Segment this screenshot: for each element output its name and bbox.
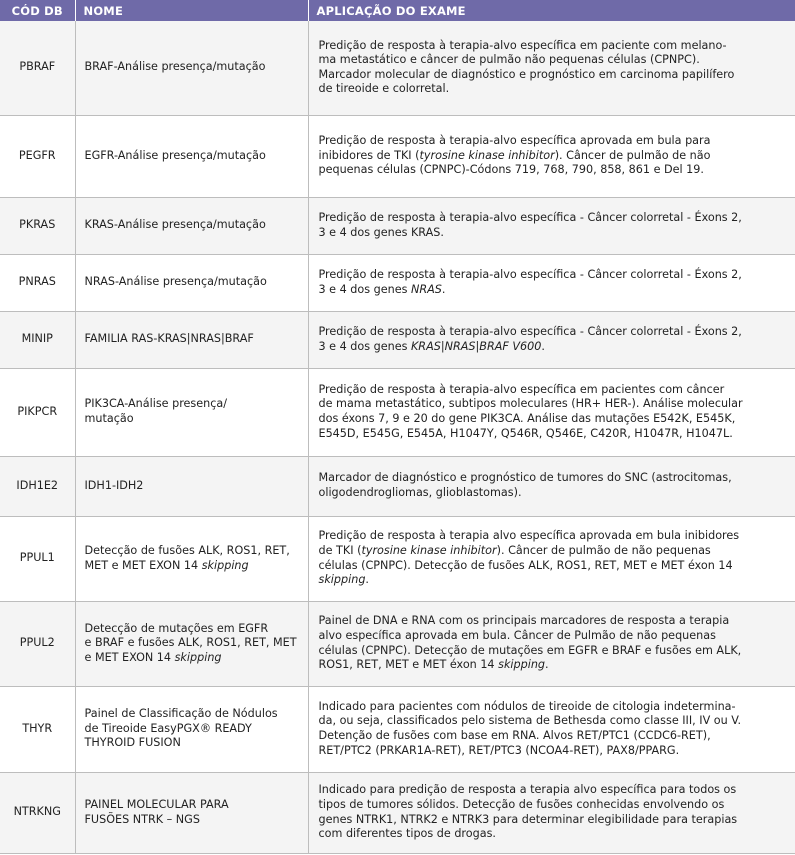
table-row [0, 516, 795, 601]
table-body [0, 21, 795, 853]
header-row [0, 0, 795, 21]
table-row [0, 601, 795, 686]
row-application: Painel de DNA e RNA com os principais marcadores de resposta a terapia alvo específica aprovada em bula. Câncer de Pulmão de não pequenas células (CPNPC). Detecção de mutações em EGFR e BRAF e fusões em ALK, ROS1, RET, MET e MET éxon 14 skipping. [308, 601, 795, 686]
row-name: KRAS-Análise presença/mutação [75, 197, 308, 254]
row-code: PBRAF [0, 21, 75, 115]
table-row [0, 197, 795, 254]
row-name: NRAS-Análise presença/mutação [75, 254, 308, 311]
row-name: PIK3CA-Análise presença/ mutação [75, 368, 308, 456]
row-application: Predição de resposta à terapia alvo específica aprovada em bula inibidores de TKI (tyrosine kinase inhibitor). Câncer de pulmão de não pequenas células (CPNPC). Detecção de fusões ALK, ROS1, RET, MET e MET éxon 14 skipping. [308, 516, 795, 601]
row-code: PKRAS [0, 197, 75, 254]
row-application: Indicado para pacientes com nódulos de tireoide de citologia indetermina- da, ou seja, classificados pelo sistema de Bethesda como classe III, IV ou V. Detenção de fusões com base em RNA. Alvos RET/PTC1 (CCDC6-RET), RET/PTC2 (PRKAR1A-RET), RET/PTC3 (NCOA4-RET), PAX8/PPARG. [308, 686, 795, 772]
table-row [0, 456, 795, 516]
row-code: PNRAS [0, 254, 75, 311]
row-name: Painel de Classificação de Nódulos de Tireoide EasyPGX® READY THYROID FUSION [75, 686, 308, 772]
header-application: APLICAÇÃO DO EXAME [308, 0, 795, 21]
table-row [0, 254, 795, 311]
table-row [0, 686, 795, 772]
header-name: NOME [75, 0, 308, 21]
row-code: IDH1E2 [0, 456, 75, 516]
row-code: THYR [0, 686, 75, 772]
row-name: IDH1-IDH2 [75, 456, 308, 516]
table-row [0, 772, 795, 853]
header-code: CÓD DB [0, 0, 75, 21]
row-application: Indicado para predição de resposta a terapia alvo específica para todos os tipos de tumores sólidos. Detecção de fusões conhecidas envolvendo os genes NTRK1, NTRK2 e NTRK3 para determinar elegibilidade para terapias com diferentes tipos de drogas. [308, 772, 795, 853]
row-application: Predição de resposta à terapia-alvo específica - Câncer colorretal - Éxons 2, 3 e 4 dos genes NRAS. [308, 254, 795, 311]
row-code: NTRKNG [0, 772, 75, 853]
row-name: Detecção de fusões ALK, ROS1, RET, MET e MET EXON 14 skipping [75, 516, 308, 601]
row-name: FAMILIA RAS-KRAS|NRAS|BRAF [75, 311, 308, 368]
row-name: BRAF-Análise presença/mutação [75, 21, 308, 115]
row-name: PAINEL MOLECULAR PARA FUSÕES NTRK – NGS [75, 772, 308, 853]
table-header [0, 0, 795, 21]
row-name: EGFR-Análise presença/mutação [75, 115, 308, 197]
row-application: Predição de resposta à terapia-alvo específica - Câncer colorretal - Éxons 2, 3 e 4 dos genes KRAS. [308, 197, 795, 254]
row-application: Predição de resposta à terapia-alvo específica em pacientes com câncer de mama metastático, subtipos moleculares (HR+ HER-). Análise molecular dos éxons 7, 9 e 20 do gene PIK3CA. Análise das mutações E542K, E545K, E545D, E545G, E545A, H1047Y, Q546R, Q546E, C420R, H1047R, H1047L. [308, 368, 795, 456]
row-code: MINIP [0, 311, 75, 368]
row-code: PIKPCR [0, 368, 75, 456]
row-application: Predição de resposta à terapia-alvo específica em paciente com melano- ma metastático e câncer de pulmão não pequenas células (CPNPC). Marcador molecular de diagnóstico e prognóstico em carcinoma papilífero de tireoide e colorretal. [308, 21, 795, 115]
table-row [0, 368, 795, 456]
row-code: PEGFR [0, 115, 75, 197]
row-code: PPUL1 [0, 516, 75, 601]
row-application: Predição de resposta à terapia-alvo específica aprovada em bula para inibidores de TKI (tyrosine kinase inhibitor). Câncer de pulmão de não pequenas células (CPNPC)-Códons 719, 768, 790, 858, 861 e Del 19. [308, 115, 795, 197]
row-application: Predição de resposta à terapia-alvo específica - Câncer colorretal - Éxons 2, 3 e 4 dos genes KRAS|NRAS|BRAF V600. [308, 311, 795, 368]
table-row [0, 115, 795, 197]
row-code: PPUL2 [0, 601, 75, 686]
row-application: Marcador de diagnóstico e prognóstico de tumores do SNC (astrocitomas, oligodendrogliomas, glioblastomas). [308, 456, 795, 516]
table-row [0, 311, 795, 368]
row-name: Detecção de mutações em EGFR e BRAF e fusões ALK, ROS1, RET, MET e MET EXON 14 skipping [75, 601, 308, 686]
table-row [0, 21, 795, 115]
